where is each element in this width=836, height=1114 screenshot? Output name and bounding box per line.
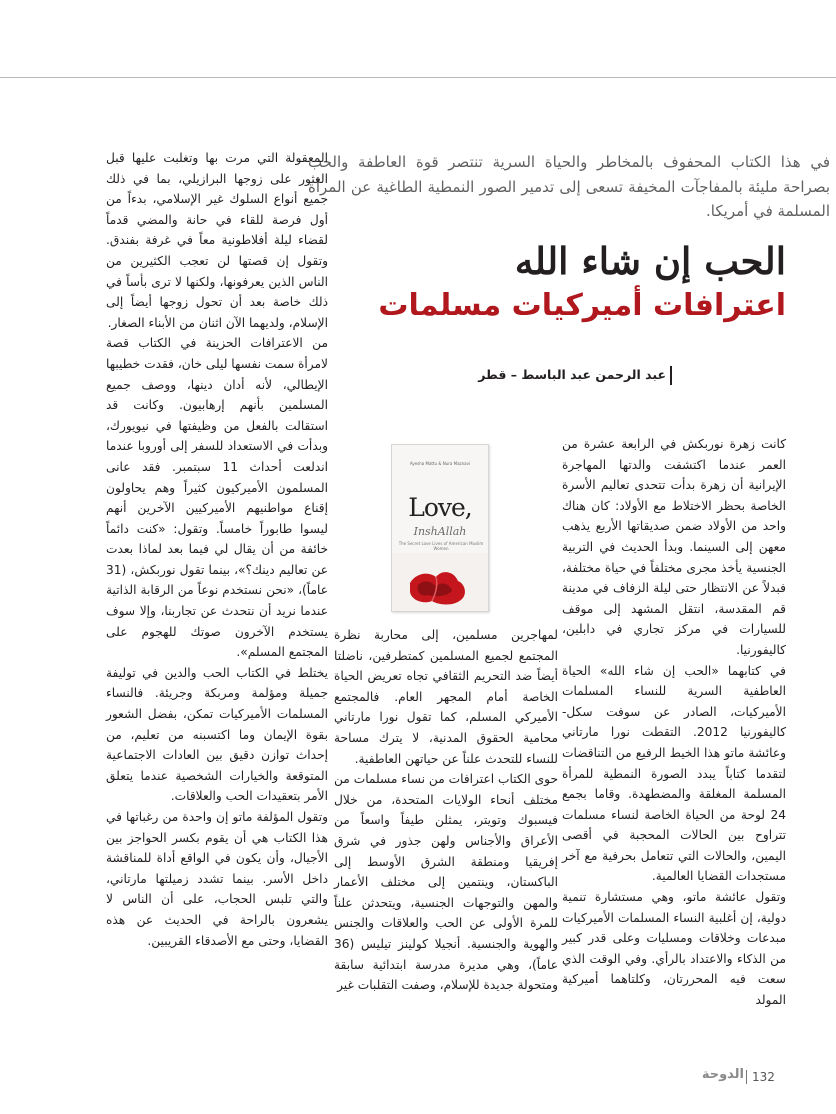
author-byline: عبد الرحمن عبد الباسط – قطر — [478, 367, 666, 382]
footer-divider — [746, 1070, 747, 1084]
paragraph: المعقولة التي مرت بها وتغلبت عليها قبل العثور على زوجها البرازيلي، بما في ذلك جميع أنواع السلوك غير الإسلامي، بدءاً من أول فرصة للقاء في حانة والمضي قدماً لقضاء ليلة أفلاطونية معاً في غرفة بفندق. وتقول إن قصتها لن تعجب الكثيرين من الناس الذين يعرفونها، ولكنها لا ترى بأساً في ذلك خاصة بعد أن تحول زوجها أيضاً إلى الإسلام، ولديهما الآن اثنان من الأبناء الصغار. — [106, 151, 328, 330]
book-cover-subtitle: InshAllah — [413, 525, 467, 538]
magazine-name-footer: الدوحة — [701, 1067, 744, 1082]
paragraph: يختلط في الكتاب الحب والدين في توليفة جميلة ومؤلمة ومربكة وجريئة. فالنساء المسلمات الأميركيات تمكن، بفضل الشعور بقوة الإيمان وما اكتسبنه من تعليم، من إحداث توازن دقيق بين العادات الاجتماعية المتوقعة والخيارات الشخصية عندما يتعلق الأمر بتعقيدات الحب والعلاقات. — [106, 665, 328, 804]
paragraph: وتقول المؤلفة ماتو إن واحدة من رغباتها في هذا الكتاب هي أن يقوم بكسر الحواجز بين الأجيال، وأن يكون في الواقع أداة للمناقشة داخل الأسر. بينما تشدد زميلتها مارتاني، والتي تلبس الحجاب، على أن الناس لا يشعرون بالراحة في الحديث عن هذه القضايا، وحتى مع الأصدقاء القريبين. — [106, 810, 328, 948]
text-column-left — [106, 148, 328, 951]
text-column-right — [562, 434, 786, 1011]
book-cover-tagline: The Secret Love Lives of American Muslim Women — [398, 541, 484, 551]
book-cover-title: Love, — [408, 493, 472, 522]
paragraph: من الاعترافات الحزينة في الكتاب قصة لامرأة سمت نفسها ليلى خان، فقدت خطيبها الإيطالي، لأنه أدان دينها، ووصف جميع المسلمين بأنهم إرهابيون. وكانت قد استقالت بالفعل من وظيفتها في نيويورك، وبدأت في الاستعداد للسفر إلى أوروبا عندما اندلعت أحداث 11 سبتمبر. فقد عانى المسلمون الأميركيون كثيراً وهم يحاولون إقناع مواطنيهم الأميركيين الآخرين أنهم ليسوا طابوراً خامساً. وتقول: «كنت دائماً خائفة من أن يقال لي فيما بعد لماذا بعدت عن تعاليم دينك؟»، بينما تقول نوربكش، (31 عاماً)، «نحن نستخدم نوعاً من الرقابة الذاتية عندما نريد أن نتحدث عن تجاربنا، وإلا سوف يستخدم الآخرون صوتك للهجوم على المجتمع المسلم». — [106, 336, 328, 660]
intro-paragraph: في هذا الكتاب المحفوف بالمخاطر والحياة السرية تنتصر قوة العاطفة والحب بصراحة مليئة بالمفاجآت المخيفة تسعى إلى تدمير الصور النمطية الطاغية عن المرأة المسلمة في أمريكا. — [308, 153, 830, 220]
article-subtitle: اعترافات أميركيات مسلمات — [378, 288, 786, 323]
text-column-middle — [334, 625, 558, 996]
paragraph: وتقول عائشة ماتو، وهي مستشارة تنمية دولية، إن أغلبية النساء المسلمات الأميركيات مبدعات وخلاقات ومسليات وعلى قدر كبير من الذكاء والاعتداد بالرأي. وفي الوقت الذي سعت فيه المحررتان، وكلتاهما أميركية المولد — [562, 890, 786, 1008]
header-rule — [0, 77, 836, 78]
paragraph: لمهاجرين مسلمين، إلى محاربة نظرة المجتمع لجميع المسلمين كمتطرفين، ناضلتا أيضاً ضد التحريم الثقافي تجاه تعريض الحياة الخاصة أمام المجهر العام. فالمجتمع الأميركي المسلم، كما تقول نورا مارتاني محامية الحقوق المدنية، لا يترك مساحة للنساء للتحدث علناً عن حياتهن العاطفية. — [334, 628, 558, 766]
byline-divider — [670, 366, 672, 385]
paragraph: حوى الكتاب اعترافات من نساء مسلمات من مختلف أنحاء الولايات المتحدة، من خلال فيسبوك وتويتر، يمثلن طيفاً واسعاً من الأعراق والأجناس ولهن جذور في شرق إفريقيا ومنطقة الشرق الأوسط إلى الباكستان، وينتمين إلى مختلف الأعمار والمهن والتوجهات الجنسية، ويتحدثن علناً للمرة الأولى عن الحب والعلاقات والجنس والهوية والجنسية. أنجيلا كولينز تيليس (36 عاماً)، وهي مديرة مدرسة ابتدائية سابقة ومتحولة جديدة للإسلام، وصفت التقلبات غير — [334, 772, 558, 993]
book-cover-image — [391, 444, 489, 612]
book-cover-red-fabric-art — [392, 553, 489, 612]
paragraph: في كتابهما «الحب إن شاء الله» الحياة العاطفية السرية للنساء المسلمات الأميركيات، الصادر عن سوفت سكل- كاليفورنيا 2012. التقطت نورا مارتاني وعائشة ماتو هذا الخيط الرفيع من التناقضات لتقدما كتاباً يبدد الصورة النمطية للمرأة المسلمة المغلقة والمضطهدة. وقاما بجمع 24 لوحة من الحياة الخاصة لنساء مسلمات تتراوح بين الحالات المحجبة في أقصى اليمين، والحالات التي تتعامل بحرفية مع آخر مستجدات القضايا العالمية. — [562, 663, 786, 884]
book-cover-authors: Ayesha Mattu & Nura Maznavi — [409, 461, 471, 466]
page-number: 132 — [752, 1070, 775, 1084]
article-title: الحب إن شاء الله — [514, 239, 786, 283]
paragraph: كانت زهرة نوربكش في الرابعة عشرة من العمر عندما اكتشفت والدتها المهاجرة الإيرانية أن زهرة بدأت تتحدى تعاليم الأسرة الخاصة بحظر الاختلاط مع الأولاد: كان هناك واحد من الأولاد ضمن صديقاتها الأربع يذهب معهن إلى السينما. وبدأ الحديث في التربية الجنسية يأخذ مجرى مختلفاً في حياة مختلفة، فبدلاً عن الانتظار حتى ليلة الزفاف في مدينة قم المقدسة، انتقل المشهد إلى موقف للسيارات في مركز تجاري في دابلين، كاليفورنيا. — [562, 437, 786, 657]
